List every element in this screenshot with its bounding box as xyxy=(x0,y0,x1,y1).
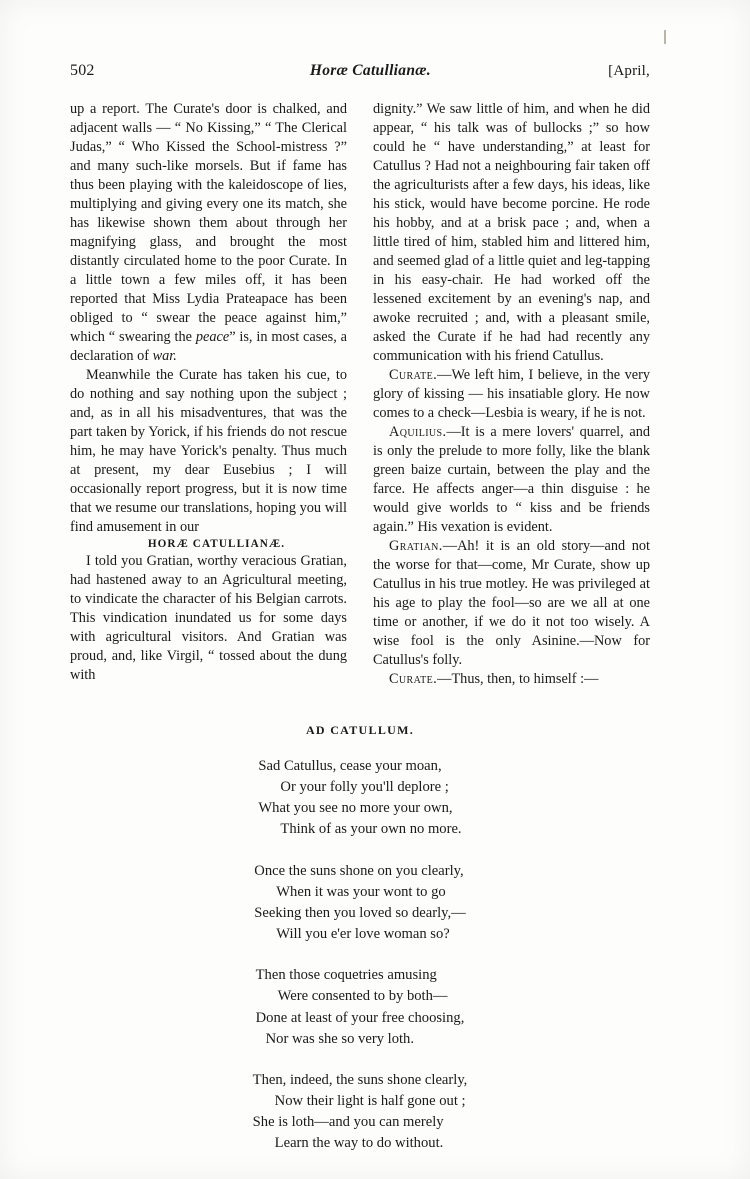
speaker-name: Curate. xyxy=(389,367,438,383)
running-head xyxy=(70,62,650,80)
paragraph xyxy=(70,366,347,537)
poem-line: Then those coquetries amusing xyxy=(255,967,437,984)
two-column-body xyxy=(70,100,650,689)
speech-text: —Ah! it is an old story—and not the worse for that—come, Mr Curate, show up Catullus in his true motley. He was privileged at his age to play the fool—so are we all at one time or another, if we do it not too wisely. A wise fool is the only Asinine.—Now for Catullus's folly. xyxy=(373,538,650,668)
column-left xyxy=(70,100,347,685)
poem-title: AD CATULLUM. xyxy=(305,723,415,737)
poem-line: Once the suns shone on you clearly, xyxy=(254,862,464,879)
column-right xyxy=(373,100,650,689)
poem-stanza xyxy=(253,1070,468,1155)
paragraph xyxy=(70,552,347,685)
poem-line: Then, indeed, the suns shone clearly, xyxy=(252,1071,468,1088)
paragraph xyxy=(70,100,347,366)
speaker-name: Gratian. xyxy=(389,538,443,554)
italic-word-war: war. xyxy=(152,348,177,364)
poem-line: Sad Catullus, cease your moan, xyxy=(258,758,442,774)
speaker-name: Curate. xyxy=(389,671,438,687)
poem-line: Done at least of your free choosing, xyxy=(255,1009,465,1026)
page-content xyxy=(70,62,650,1175)
poem-line: Seeking then you loved so dearly,— xyxy=(254,904,466,921)
poem-line: Or your folly you'll deplore ; xyxy=(280,779,449,796)
poem-stanza xyxy=(258,756,461,841)
paragraph-text: up a report. The Curate's door is chalked, and adjacent walls — “ No Kissing,” “ The Clerical Judas,” “ Who Kissed the School-mistress ?” and many such-like morsels. But if fame has thus been playing with the kaleidoscope of lies, multiplying and giving every one its match, she has likewise shown them about through her magnifying glass, and brought the most distantly circulated home to the poor Curate. In a little town a few miles off, it has been reported that Miss Lydia Prateapace has been obliged to “ swear the peace against him,” which “ swearing the xyxy=(70,101,347,345)
dialogue-line xyxy=(373,423,650,537)
section-heading: HORÆ CATULLIANÆ. xyxy=(147,538,286,550)
poem-line: Think of as your own no more. xyxy=(280,821,462,838)
poem-stanza xyxy=(254,861,465,946)
poem-line: Were consented to by both— xyxy=(277,988,448,1005)
italic-word-peace: peace xyxy=(195,329,230,345)
dialogue-line xyxy=(373,537,650,670)
poem-line: Will you e'er love woman so? xyxy=(276,926,450,943)
paragraph xyxy=(373,100,650,366)
speech-text: —We left him, I believe, in the very glory of kissing — his insatiable glory. He now comes to a check—Lesbia is weary, if he is not. xyxy=(373,367,650,421)
paragraph-text: Meanwhile the Curate has taken his cue, to do nothing and say nothing upon the subject ; and, as in all his misadventures, that was the part taken by Yorick, if his friends do not rescue him, he may have Yorick's penalty. Thus much at present, my dear Eusebius ; I will occasionally report progress, but it is now time that we resume our translations, hoping you will find amusement in our xyxy=(70,367,347,535)
poem-line: What you see no more your own, xyxy=(258,800,453,817)
poem-line: She is loth—and you can merely xyxy=(252,1114,444,1131)
poem-line: When it was your wont to go xyxy=(276,883,446,900)
running-title: Horæ Catullianæ. xyxy=(309,62,431,79)
paragraph-text-tail: ” is, in most cases, a declaration of xyxy=(70,329,347,364)
paragraph-text: dignity.” We saw little of him, and when he did appear, “ his talk was of bullocks ;” so how could he “ have understanding,” at least for Catullus ? Had not a neighbouring fair taken off the agriculturists after a few days, his ideas, like his stick, would have become porcine. He rode his hobby, and at a brisk pace ; and, when a little tired of him, stabled him and littered him, and seemed glad of a little quiet and leg-tapping in his easy-chair. He had worked off the lessened excitement by an evening's nap, and awoke recruited ; and, with a pleasant smile, asked the Curate if he had had recently any communication with his friend Catullus. xyxy=(373,101,650,364)
page-edge-mark xyxy=(664,30,666,44)
dialogue-line xyxy=(373,366,650,423)
poem-line: Now their light is half gone out ; xyxy=(274,1093,466,1110)
poem-line: Learn the way to do without. xyxy=(274,1135,444,1152)
poem-stanza xyxy=(256,965,465,1050)
speech-text: —It is a mere lovers' quarrel, and is only the prelude to more folly, like the blank green baize curtain, between the play and the farce. He affects anger—a thin disguise : he would give worlds to “ kiss and be friends again.” His vexation is evident. xyxy=(373,424,650,535)
poem-line: Nor was she so very loth. xyxy=(265,1030,414,1047)
paragraph-text: I told you Gratian, worthy veracious Gratian, had hastened away to an Agricultural meeting, to vindicate the character of his Belgian carrots. This vindication inundated us for some days with agricultural visitors. And Gratian was proud, and, like Virgil, “ tossed about the dung with xyxy=(70,552,347,683)
issue-date: [April, xyxy=(608,63,650,79)
page-number: 502 xyxy=(70,62,95,79)
speech-text: —Thus, then, to himself :— xyxy=(437,671,599,687)
dialogue-line xyxy=(373,670,650,689)
poem xyxy=(70,723,650,1175)
speaker-name: Aquilius. xyxy=(389,424,447,440)
